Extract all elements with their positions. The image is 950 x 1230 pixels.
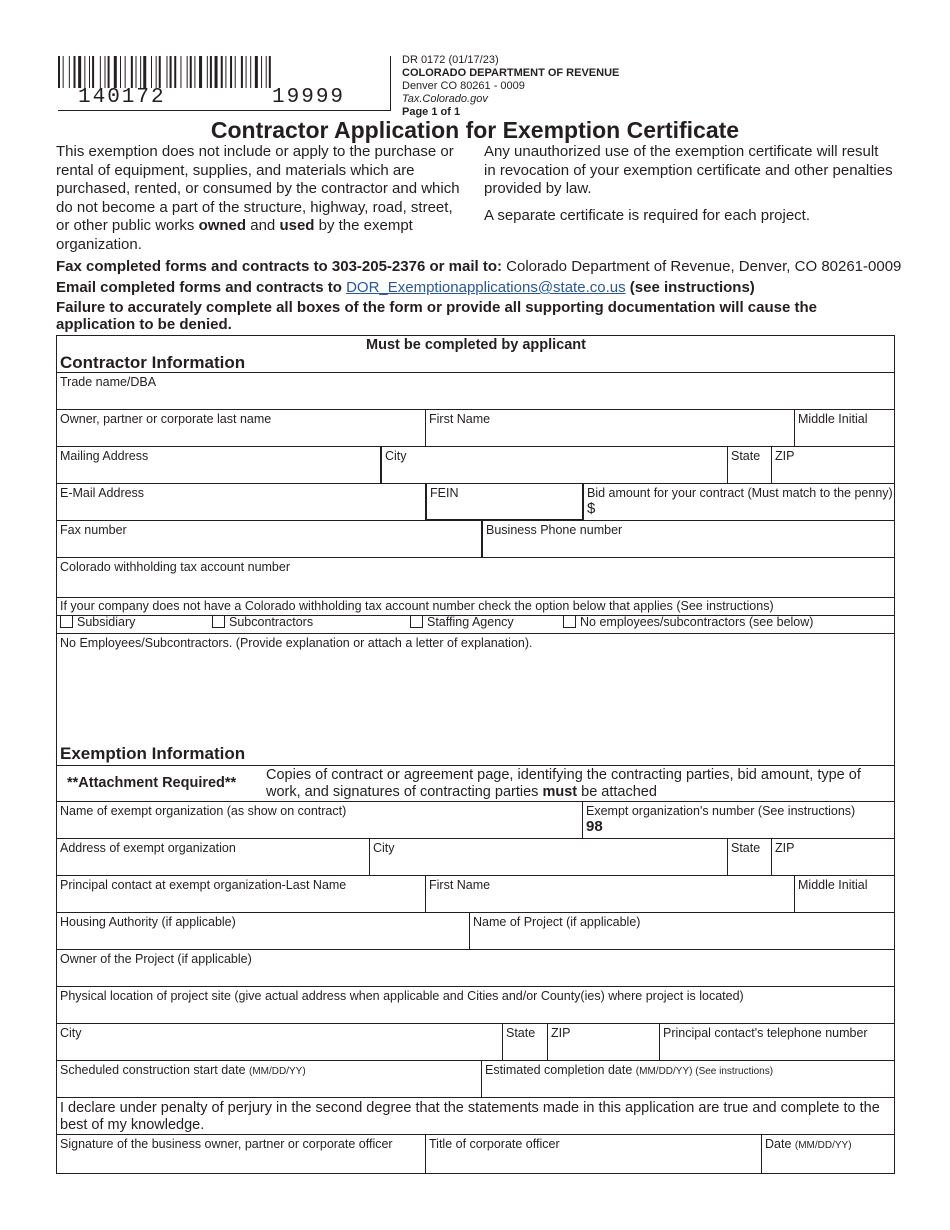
barcode-bar [230, 56, 232, 88]
fein-label: FEIN [430, 486, 459, 500]
separate-certificate-notice: A separate certificate is required for each project. [484, 206, 811, 224]
intro-left [56, 143, 466, 254]
barcode-bar [74, 56, 76, 88]
exempt-org-state-field[interactable] [727, 838, 772, 876]
no-employees-explanation-field[interactable] [56, 633, 895, 746]
exemption-section-title: Exemption Information [60, 744, 246, 763]
project-city-label: City [60, 1026, 82, 1040]
trade-name-label: Trade name/DBA [60, 375, 157, 389]
dollar-sign: $ [587, 500, 596, 517]
start-date-field[interactable] [56, 1060, 482, 1098]
page-number: Page 1 of 1 [402, 106, 461, 118]
mailing-city-field[interactable] [380, 446, 728, 484]
barcode-bar [180, 56, 181, 88]
barcode-bar [69, 56, 70, 88]
intro-right [484, 143, 894, 225]
date-field[interactable] [761, 1134, 895, 1174]
barcode-bar [215, 56, 218, 88]
owner-last-name-label: Owner, partner or corporate last name [60, 412, 272, 426]
barcode-number: 140172 19999 [78, 86, 346, 109]
barcode-bar [167, 56, 168, 88]
option-subsidiary[interactable] [60, 615, 135, 629]
exempt-org-name-field[interactable] [56, 801, 583, 839]
email-instructions [56, 279, 755, 296]
subsidiary-label: Subsidiary [77, 615, 136, 629]
signature-field[interactable] [56, 1134, 426, 1174]
barcode-bar [250, 56, 251, 88]
intro-and: and [246, 217, 280, 234]
project-zip-label: ZIP [551, 1026, 571, 1040]
barcode-bar [84, 56, 85, 88]
owner-middle-initial-field[interactable] [794, 409, 895, 447]
barcode-bar [269, 56, 271, 88]
project-city-field[interactable] [56, 1023, 503, 1061]
header-vertical-divider [390, 56, 391, 111]
completion-date-label: Estimated completion date [485, 1063, 633, 1077]
exempt-org-number-value: 98 [586, 818, 603, 835]
fax-number-label: Fax number [60, 523, 127, 537]
header-info [402, 54, 619, 119]
barcode-bar [140, 56, 141, 88]
subcontractors-label: Subcontractors [229, 615, 314, 629]
attachment-required-row [56, 765, 895, 802]
barcode-bar [241, 56, 243, 88]
staffing-agency-checkbox[interactable] [410, 615, 423, 628]
bid-amount-field[interactable] [582, 483, 895, 521]
attachment-instructions [266, 767, 891, 801]
barcode-bar [266, 56, 267, 88]
trade-name-field[interactable] [56, 372, 895, 410]
attachment-text-tail: be attached [577, 784, 657, 800]
start-date-format: (MM/DD/YY) [249, 1066, 306, 1077]
first-name-label: First Name [429, 412, 491, 426]
project-state-field[interactable] [502, 1023, 548, 1061]
attachment-must: must [542, 784, 578, 800]
zip-label: ZIP [775, 449, 795, 463]
principal-first-name-label: First Name [429, 878, 491, 892]
principal-middle-initial-field[interactable] [794, 875, 895, 913]
exempt-org-number-field[interactable] [582, 801, 895, 839]
no-employees-explanation-label: No Employees/Subcontractors. (Provide explanation or attach a letter of explanation). [60, 636, 533, 650]
start-date-label: Scheduled construction start date [60, 1063, 246, 1077]
page-title: Contractor Application for Exemption Certificate [210, 117, 740, 143]
completion-date-field[interactable] [481, 1060, 895, 1098]
project-owner-label: Owner of the Project (if applicable) [60, 952, 252, 966]
barcode-bar [78, 56, 81, 88]
exempt-org-name-label: Name of exempt organization (as show on contract) [60, 804, 347, 818]
barcode-bar [255, 56, 258, 88]
principal-first-name-field[interactable] [425, 875, 795, 913]
fein-field[interactable] [425, 483, 583, 521]
fax-instructions [56, 258, 901, 275]
barcode-bar [210, 56, 212, 88]
mailing-state-field[interactable] [727, 446, 772, 484]
contractor-section-title: Contractor Information [60, 353, 246, 372]
barcode-bar [108, 56, 110, 88]
project-name-label: Name of Project (if applicable) [473, 915, 641, 929]
failure-warning: Failure to accurately complete all boxes of the form or provide all supporting documentation will cause the application to be denied. [56, 299, 817, 333]
owner-first-name-field[interactable] [425, 409, 795, 447]
intro-owned: owned [198, 217, 247, 234]
officer-title-label: Title of corporate officer [429, 1137, 560, 1151]
subsidiary-checkbox[interactable] [60, 615, 73, 628]
email-instructions-bold: Email completed forms and contracts to [56, 279, 347, 296]
state-label: State [731, 449, 761, 463]
exempt-zip-label: ZIP [775, 841, 795, 855]
option-subcontractors[interactable] [212, 615, 313, 629]
project-name-field[interactable] [469, 912, 895, 950]
barcode-bar [92, 56, 94, 88]
application-form [56, 335, 895, 1174]
barcode-bar [159, 56, 161, 88]
barcode-bar [246, 56, 247, 88]
fax-number-field[interactable] [56, 520, 482, 558]
date-format: (MM/DD/YY) [794, 1140, 852, 1151]
barcode-bar [194, 56, 195, 88]
barcode-bar [120, 56, 121, 88]
perjury-declaration: I declare under penalty of perjury in the second degree that the statements made in this application are true and complete to the best of my knowledge. [56, 1097, 895, 1135]
barcode-bar [187, 56, 188, 88]
barcode-bar [151, 56, 152, 88]
must-complete-banner: Must be completed by applicant [56, 335, 895, 354]
barcode-bar [235, 56, 236, 88]
city-label: City [385, 449, 407, 463]
header-divider [58, 110, 390, 111]
barcode-bar [114, 56, 117, 88]
fax-instructions-bold: Fax completed forms and contracts to 303-205-2376 or mail to: [56, 258, 502, 275]
project-zip-field[interactable] [547, 1023, 660, 1061]
barcode-bar [131, 56, 133, 88]
barcode-bar [105, 56, 106, 88]
mailing-zip-field[interactable] [771, 446, 895, 484]
barcode-bar [170, 56, 172, 88]
barcode-bar [143, 56, 146, 88]
mailing-address-label: Mailing Address [60, 449, 149, 463]
barcode-bar [174, 56, 176, 88]
intro-used: used [279, 217, 315, 234]
barcode-bar [225, 56, 226, 88]
no-withholding-note: If your company does not have a Colorado withholding tax account number check the option below that applies (See instructions) [56, 597, 895, 616]
subcontractors-checkbox[interactable] [212, 615, 225, 628]
barcode-bar [190, 56, 192, 88]
barcode-bar [63, 56, 64, 88]
barcode [58, 56, 313, 88]
principal-last-name-label: Principal contact at exempt organization-Last Name [60, 878, 347, 892]
intro-left-text: This exemption does not include or apply to the purchase or rental of equipment, supplies, and materials which are purchased, rented, or consumed by the contractor and which do not become a part of the structure, highway, road, street, or other public works [56, 143, 460, 234]
no-employees-label: No employees/subcontractors (see below) [580, 615, 814, 629]
department-name: COLORADO DEPARTMENT OF REVENUE [402, 67, 620, 79]
department-address: Denver CO 80261 - 0009 [402, 80, 525, 92]
completion-date-format: (MM/DD/YY) (See instructions) [635, 1066, 774, 1077]
mailing-address-field[interactable] [56, 446, 381, 484]
barcode-bar [221, 56, 223, 88]
co-withholding-field[interactable] [56, 557, 895, 598]
business-phone-label: Business Phone number [486, 523, 623, 537]
housing-authority-label: Housing Authority (if applicable) [60, 915, 236, 929]
housing-authority-field[interactable] [56, 912, 470, 950]
barcode-bar [207, 56, 208, 88]
revocation-notice: Any unauthorized use of the exemption certificate will result in revocation of your exemption certificate and other penalties provided by law. [484, 143, 893, 197]
barcode-bar [125, 56, 126, 88]
fax-instructions-address: Colorado Department of Revenue, Denver, CO 80261-0009 [501, 258, 902, 275]
barcode-bar [58, 56, 60, 88]
project-owner-field[interactable] [56, 949, 895, 987]
exempt-org-zip-field[interactable] [771, 838, 895, 876]
date-label: Date [765, 1137, 792, 1151]
principal-phone-label: Principal contact's telephone number [663, 1026, 868, 1040]
barcode-bar [136, 56, 137, 88]
option-staffing-agency[interactable] [410, 615, 514, 629]
email-field[interactable] [56, 483, 426, 521]
barcode-bar [261, 56, 262, 88]
signature-label: Signature of the business owner, partner or corporate officer [60, 1137, 393, 1151]
barcode-bar [89, 56, 90, 88]
barcode-bar [100, 56, 101, 88]
business-phone-field[interactable] [481, 520, 895, 558]
attachment-text: Copies of contract or agreement page, identifying the contracting parties, bid amount, type of work, and signatures of contracting parties [266, 767, 861, 800]
exempt-org-city-field[interactable] [369, 838, 728, 876]
principal-last-name-field[interactable] [56, 875, 426, 913]
email-link[interactable]: DOR_Exemptionapplications@state.co.us [346, 279, 626, 296]
principal-middle-initial-label: Middle Initial [798, 878, 868, 892]
attachment-required-label: **Attachment Required** [67, 775, 237, 791]
exempt-org-number-label: Exempt organization's number (See instructions) [586, 804, 856, 818]
exempt-org-address-field[interactable] [56, 838, 370, 876]
principal-phone-field[interactable] [659, 1023, 895, 1061]
exempt-org-address-label: Address of exempt organization [60, 841, 236, 855]
intro-left-tail: by the exempt organization. [56, 217, 413, 253]
officer-title-field[interactable] [425, 1134, 762, 1174]
exempt-city-label: City [373, 841, 395, 855]
exempt-state-label: State [731, 841, 761, 855]
physical-location-label: Physical location of project site (give actual address when applicable and Cities and/or County(ies) where project is located) [60, 989, 744, 1003]
bid-amount-label: Bid amount for your contract (Must match to the penny) [587, 486, 893, 500]
email-label: E-Mail Address [60, 486, 145, 500]
email-instructions-tail: (see instructions) [625, 279, 755, 296]
project-state-label: State [506, 1026, 536, 1040]
staffing-agency-label: Staffing Agency [427, 615, 514, 629]
website: Tax.Colorado.gov [402, 93, 488, 105]
owner-last-name-field[interactable] [56, 409, 426, 447]
barcode-bar [156, 56, 157, 88]
no-employees-checkbox[interactable] [563, 615, 576, 628]
form-id: DR 0172 (01/17/23) [402, 54, 499, 66]
barcode-bar [199, 56, 202, 88]
middle-initial-label: Middle Initial [798, 412, 868, 426]
physical-location-field[interactable] [56, 986, 895, 1024]
co-withholding-label: Colorado withholding tax account number [60, 560, 290, 574]
option-no-employees[interactable] [563, 615, 813, 629]
